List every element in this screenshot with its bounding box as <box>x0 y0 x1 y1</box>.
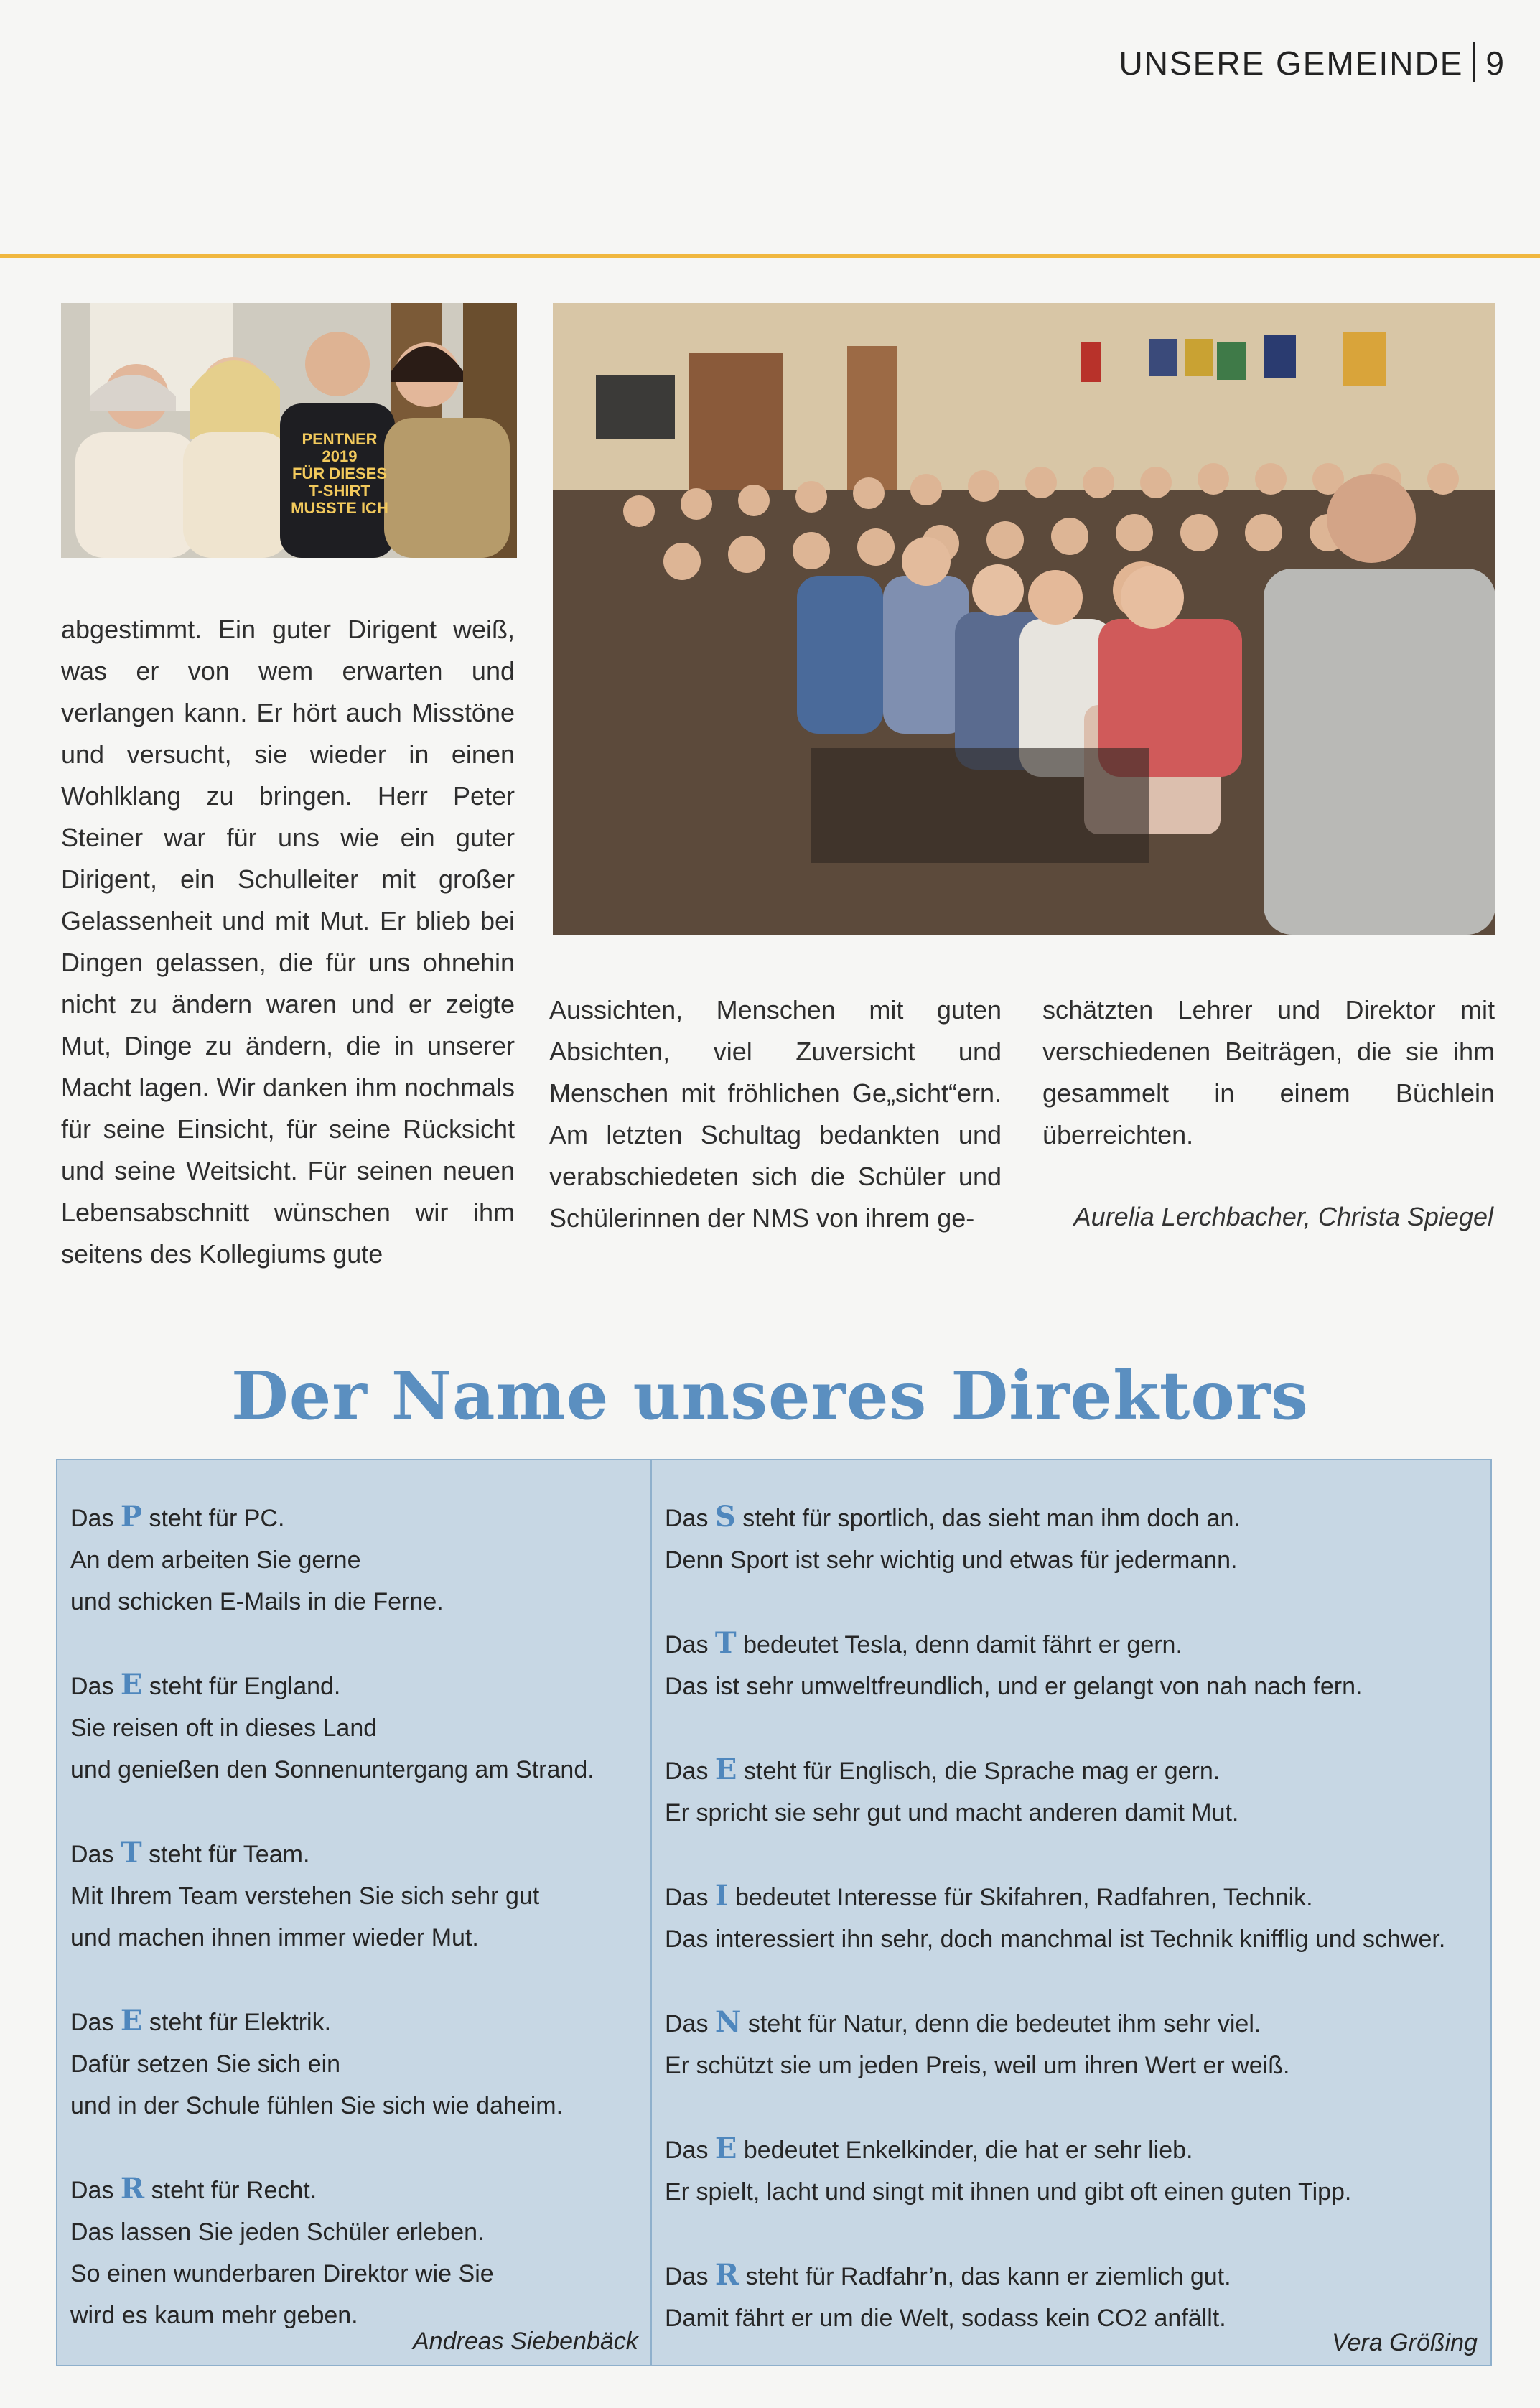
poem-line <box>665 2254 1483 2297</box>
poem-line <box>70 1664 645 1707</box>
poem-line: und machen ihnen immer wieder Mut. <box>70 1924 479 1951</box>
poem-line <box>665 1749 1483 1792</box>
poem-line-text: steht für PC. <box>142 1505 285 1532</box>
section-title: UNSERE GEMEINDE <box>1119 45 1464 82</box>
poem-initial-letter: R <box>120 2172 145 2206</box>
tshirt-line: T-SHIRT <box>309 482 370 500</box>
poem-initial-letter: T <box>714 1626 737 1660</box>
poem-right-signature: Vera Größing <box>1332 2329 1478 2356</box>
article-signature: Aurelia Lerchbacher, Christa Spiegel <box>1073 1202 1493 1231</box>
poem-initial-letter: E <box>120 1668 143 1702</box>
poem-stanza <box>665 2254 1483 2339</box>
poem-stanza <box>70 1664 645 1791</box>
poem-line-prefix: Das <box>665 2137 715 2164</box>
poem-line-prefix: Das <box>665 1884 715 1911</box>
poem-initial-letter: E <box>120 2004 143 2038</box>
poem-initial-letter: E <box>714 1753 737 1786</box>
poem-line-prefix: Das <box>665 1631 715 1658</box>
poem-initial-letter: T <box>120 1836 142 1870</box>
poem-box <box>56 1459 1492 2366</box>
poem-initial-letter: N <box>714 2005 742 2039</box>
poem-stanza <box>665 1749 1483 1834</box>
poem-line-text: steht für Elektrik. <box>142 2009 332 2036</box>
article-text: abgestimmt. Ein guter Dirigent weiß, was er von wem erwarten und verlangen kann. Er hört auch Misstöne und versucht, sie wieder in einen Wohlklang zu bringen. Herr Peter Steiner war für uns wie ein guter Dirigent, ein Schulleiter mit großer Gelassenheit und mit Mut. Er blieb bei Dingen gelassen, die für uns ohnehin nicht zu ändern waren und er zeigte Mut, Dinge zu ändern, die in unserer Macht lagen. Wir danken ihm nochmals für seine Einsicht, für seine Rücksicht und seine Weitsicht. Für seinen neuen Lebensabschnitt wünschen wir ihm seitens des Kollegiums gute <box>61 615 515 1269</box>
poem-stanza <box>70 2168 645 2336</box>
poem-line: Dafür setzen Sie sich ein <box>70 2050 341 2078</box>
poem-line-text: steht für Englisch, die Sprache mag er gern. <box>737 1758 1221 1785</box>
poem-line: Mit Ihrem Team verstehen Sie sich sehr gut <box>70 1882 540 1910</box>
poem-left-signature: Andreas Siebenbäck <box>413 2328 638 2355</box>
poem-initial-letter: I <box>714 1879 729 1913</box>
poem-line-text: bedeutet Enkelkinder, die hat er sehr lieb. <box>737 2137 1193 2164</box>
poem-left-column <box>70 1496 645 2378</box>
poem-line: Sie reisen oft in dieses Land <box>70 1714 378 1742</box>
poem-line: Er spielt, lacht und singt mit ihnen und gibt oft einen guten Tipp. <box>665 2178 1352 2206</box>
poem-stanza <box>70 1496 645 1623</box>
poem-line-text: steht für Natur, denn die bedeutet ihm sehr viel. <box>741 2010 1261 2038</box>
poem-stanza <box>70 1832 645 1959</box>
photo-school-assembly-drawing <box>553 303 1495 935</box>
poem-line-prefix: Das <box>665 1505 715 1532</box>
poem-line <box>70 2000 645 2043</box>
poem-line: und genießen den Sonnenuntergang am Strand. <box>70 1756 594 1783</box>
poem-title: Der Name unseres Direktors <box>231 1357 1309 1434</box>
article-column-1 <box>61 609 515 1275</box>
poem-line-text: steht für Team. <box>141 1841 310 1868</box>
poem-line-text: steht für sportlich, das sieht man ihm doch an. <box>735 1505 1241 1532</box>
tshirt-line: FÜR DIESES <box>291 465 388 482</box>
header-separator <box>1473 42 1475 82</box>
page-header <box>1119 42 1506 83</box>
poem-stanza <box>70 2000 645 2127</box>
poem-line: Damit fährt er um die Welt, sodass kein CO2 anfällt. <box>665 2305 1226 2332</box>
poem-line <box>665 1623 1483 1666</box>
article-column-3 <box>1042 989 1495 1156</box>
poem-divider <box>650 1460 652 2365</box>
poem-line-text: steht für Recht. <box>144 2177 317 2204</box>
poem-line: Denn Sport ist sehr wichtig und etwas für jedermann. <box>665 1546 1238 1574</box>
header-rule <box>0 254 1540 258</box>
poem-stanza <box>665 1623 1483 1707</box>
tshirt-line: PENTNER <box>302 430 378 448</box>
poem-right-column <box>665 1496 1483 2381</box>
poem-line: Er spricht sie sehr gut und macht anderen damit Mut. <box>665 1799 1239 1826</box>
page-number: 9 <box>1485 45 1506 82</box>
poem-line-text: bedeutet Interesse für Skifahren, Radfahren, Technik. <box>728 1884 1313 1911</box>
poem-line-prefix: Das <box>665 2010 715 2038</box>
poem-line-text: bedeutet Tesla, denn damit fährt er gern. <box>736 1631 1182 1658</box>
poem-line-prefix: Das <box>70 1673 121 1700</box>
poem-line: Das ist sehr umweltfreundlich, und er gelangt von nah nach fern. <box>665 1673 1363 1700</box>
poem-line: So einen wunderbaren Direktor wie Sie <box>70 2260 494 2287</box>
poem-line-text: steht für England. <box>142 1673 341 1700</box>
tshirt-print <box>289 431 390 517</box>
poem-initial-letter: S <box>714 1500 736 1534</box>
photo-group-portrait <box>61 303 517 558</box>
poem-line-prefix: Das <box>70 2177 121 2204</box>
poem-line: Das interessiert ihn sehr, doch manchmal ist Technik knifflig und schwer. <box>665 1926 1446 1953</box>
poem-line-prefix: Das <box>70 2009 121 2036</box>
poem-stanza <box>665 1875 1483 1960</box>
poem-line <box>665 2002 1483 2045</box>
poem-stanza <box>665 2002 1483 2086</box>
poem-line: und schicken E-Mails in die Ferne. <box>70 1588 444 1615</box>
poem-line <box>70 1832 645 1875</box>
poem-line-prefix: Das <box>665 1758 715 1785</box>
poem-line <box>665 2128 1483 2171</box>
poem-line <box>665 1496 1483 1539</box>
poem-line-prefix: Das <box>70 1505 121 1532</box>
article-text: schätzten Lehrer und Direktor mit verschiedenen Beiträgen, die sie ihm gesammelt in einem Büchlein überreichten. <box>1042 995 1495 1149</box>
poem-line <box>70 2168 645 2211</box>
photo-school-assembly <box>553 303 1495 935</box>
tshirt-line: MUSSTE ICH <box>291 499 388 517</box>
poem-line: Er schützt sie um jeden Preis, weil um ihren Wert er weiß. <box>665 2052 1290 2079</box>
tshirt-line: 2019 <box>322 447 358 465</box>
poem-stanza <box>665 1496 1483 1581</box>
article-text: Aussichten, Menschen mit guten Absichten, viel Zuversicht und Menschen mit fröhlichen Ge„sicht“ern. Am letzten Schultag bedankten und verabschiedeten sich die Schüler und Schülerinnen der NMS von ihrem ge- <box>549 995 1002 1233</box>
poem-line <box>70 1496 645 1539</box>
poem-line <box>665 1875 1483 1918</box>
poem-line: Das lassen Sie jeden Schüler erleben. <box>70 2218 485 2246</box>
poem-stanza <box>665 2128 1483 2213</box>
poem-line-text: steht für Radfahr’n, das kann er ziemlich gut. <box>739 2263 1231 2290</box>
article-column-2 <box>549 989 1002 1239</box>
poem-initial-letter: E <box>714 2132 737 2165</box>
poem-initial-letter: R <box>714 2258 739 2292</box>
poem-initial-letter: P <box>120 1500 142 1534</box>
poem-line-prefix: Das <box>665 2263 715 2290</box>
poem-line: An dem arbeiten Sie gerne <box>70 1546 361 1574</box>
poem-line-prefix: Das <box>70 1841 121 1868</box>
poem-line: wird es kaum mehr geben. <box>70 2302 358 2329</box>
poem-line: und in der Schule fühlen Sie sich wie daheim. <box>70 2092 564 2119</box>
